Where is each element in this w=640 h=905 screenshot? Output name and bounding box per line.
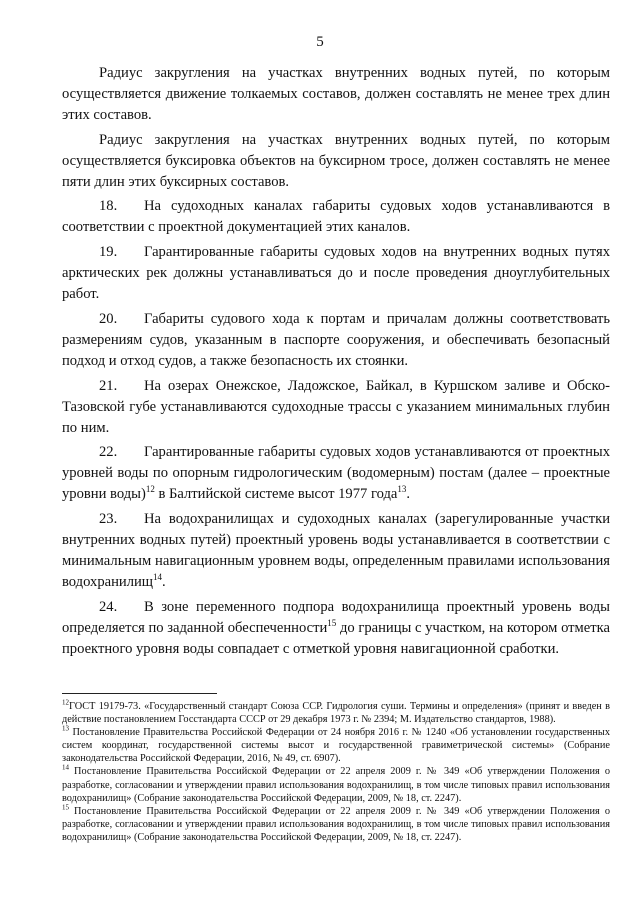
footnote-text: Постановление Правительства Российской Федерации от 24 ноября 2016 г. № 1240 «Об установлении государственных систем координат, государственной системы высот и государственной гравиметрической системы» (Собрание законодательства Российской Федерации, 2016, № 49, ст. 6907). bbox=[62, 727, 610, 765]
paragraph bbox=[62, 242, 610, 305]
paragraph-text: На судоходных каналах габариты судовых ходов устанавливаются в соответствии с проектной документацией этих каналов. bbox=[62, 198, 610, 236]
paragraph-text: На озерах Онежское, Ладожское, Байкал, в Куршском заливе и Обско-Тазовской губе устанавливаются судоходные трассы с указанием минимальных глубин по ним. bbox=[62, 377, 610, 436]
body-text bbox=[62, 63, 610, 663]
footnote-mark: 14 bbox=[62, 764, 69, 773]
footnote bbox=[62, 726, 610, 765]
paragraph-text: Радиус закругления на участках внутренних водных путей, по которым осуществляется буксировка объектов на буксирном тросе, должен составлять не менее пяти длин этих буксирных составов. bbox=[62, 131, 610, 190]
paragraph-number: 19. bbox=[99, 244, 118, 261]
footnote-text: Постановление Правительства Российской Федерации от 22 апреля 2009 г. № 349 «Об утверждении Положения о разработке, согласовании и утверждении правил использования водохранилищ, в том числе типовых правил использования водохранилищ» (Собрание законодательства Российской Федерации, 2009, № 18, ст. 2247). bbox=[62, 805, 610, 843]
footnote-mark: 12 bbox=[62, 698, 69, 707]
footnote-reference: 14 bbox=[153, 571, 163, 582]
paragraph-text: Гарантированные габариты судовых ходов устанавливаются от проектных уровней воды по опорным гидрологическим (водомерным) постам (далее – проектные уровни воды) bbox=[62, 444, 610, 503]
paragraph-text: в Балтийской системе высот 1977 года bbox=[154, 486, 398, 503]
paragraph-text: . bbox=[162, 573, 166, 590]
paragraph bbox=[62, 597, 610, 660]
footnote bbox=[62, 765, 610, 804]
footnote-reference: 12 bbox=[145, 484, 155, 495]
footnote bbox=[62, 700, 610, 726]
paragraph bbox=[62, 509, 610, 593]
paragraph bbox=[62, 442, 610, 505]
footnote bbox=[62, 805, 610, 844]
footnote-reference: 13 bbox=[397, 484, 407, 495]
paragraph bbox=[62, 376, 610, 439]
footnote-divider bbox=[62, 693, 217, 694]
footnote-text: ГОСТ 19179-73. «Государственный стандарт Союза ССР. Гидрология суши. Термины и определения» (принят и введен в действие постановлением Госстандарта СССР от 29 декабря 1973 г. № 2394; М. Издательство стандартов, 1988). bbox=[62, 701, 610, 726]
paragraph bbox=[62, 309, 610, 372]
footnote-mark: 13 bbox=[62, 724, 69, 733]
footnotes-section bbox=[62, 700, 610, 844]
paragraph bbox=[62, 196, 610, 238]
paragraph-number: 18. bbox=[99, 198, 118, 215]
footnote-mark: 15 bbox=[62, 803, 69, 812]
paragraph bbox=[62, 63, 610, 126]
paragraph-number: 24. bbox=[99, 598, 118, 615]
paragraph-text: Гарантированные габариты судовых ходов на внутренних водных путях арктических рек должны устанавливаться до и после проведения дноуглубительных работ. bbox=[62, 244, 610, 303]
paragraph-text: На водохранилищах и судоходных каналах (зарегулированные участки внутренних водных путей) проектный уровень воды устанавливается в соответствии с минимальным навигационным уровнем воды, определенным правилами использования водохранилищ bbox=[62, 511, 610, 590]
footnote-text: Постановление Правительства Российской Федерации от 22 апреля 2009 г. № 349 «Об утверждении Положения о разработке, согласовании и утверждении правил использования водохранилищ, в том числе типовых правил использования водохранилищ» (Собрание законодательства Российской Федерации, 2009, № 18, ст. 2247). bbox=[62, 766, 610, 804]
paragraph-text: Габариты судового хода к портам и причалам должны соответствовать размерениям судов, указанным в паспорте сооружения, и обеспечивать безопасный подход и отход судов, а также безопасность их стоянки. bbox=[62, 310, 610, 369]
footnote-reference: 15 bbox=[327, 617, 337, 628]
paragraph-text: В зоне переменного подпора водохранилища проектный уровень воды определяется по заданной обеспеченности bbox=[62, 598, 610, 636]
paragraph-number: 22. bbox=[99, 444, 118, 461]
paragraph-text: до границы с участком, на котором отметка проектного уровня воды совпадает с отметкой уровня навигационной сработки. bbox=[62, 619, 610, 657]
page-number: 5 bbox=[316, 34, 324, 50]
paragraph-number: 20. bbox=[99, 310, 118, 327]
paragraph bbox=[62, 130, 610, 193]
paragraph-number: 21. bbox=[99, 377, 118, 394]
paragraph-number: 23. bbox=[99, 511, 118, 528]
paragraph-text: . bbox=[406, 486, 411, 503]
paragraph-text: Радиус закругления на участках внутренних водных путей, по которым осуществляется движение толкаемых составов, должен составлять не менее трех длин этих составов. bbox=[62, 65, 610, 123]
